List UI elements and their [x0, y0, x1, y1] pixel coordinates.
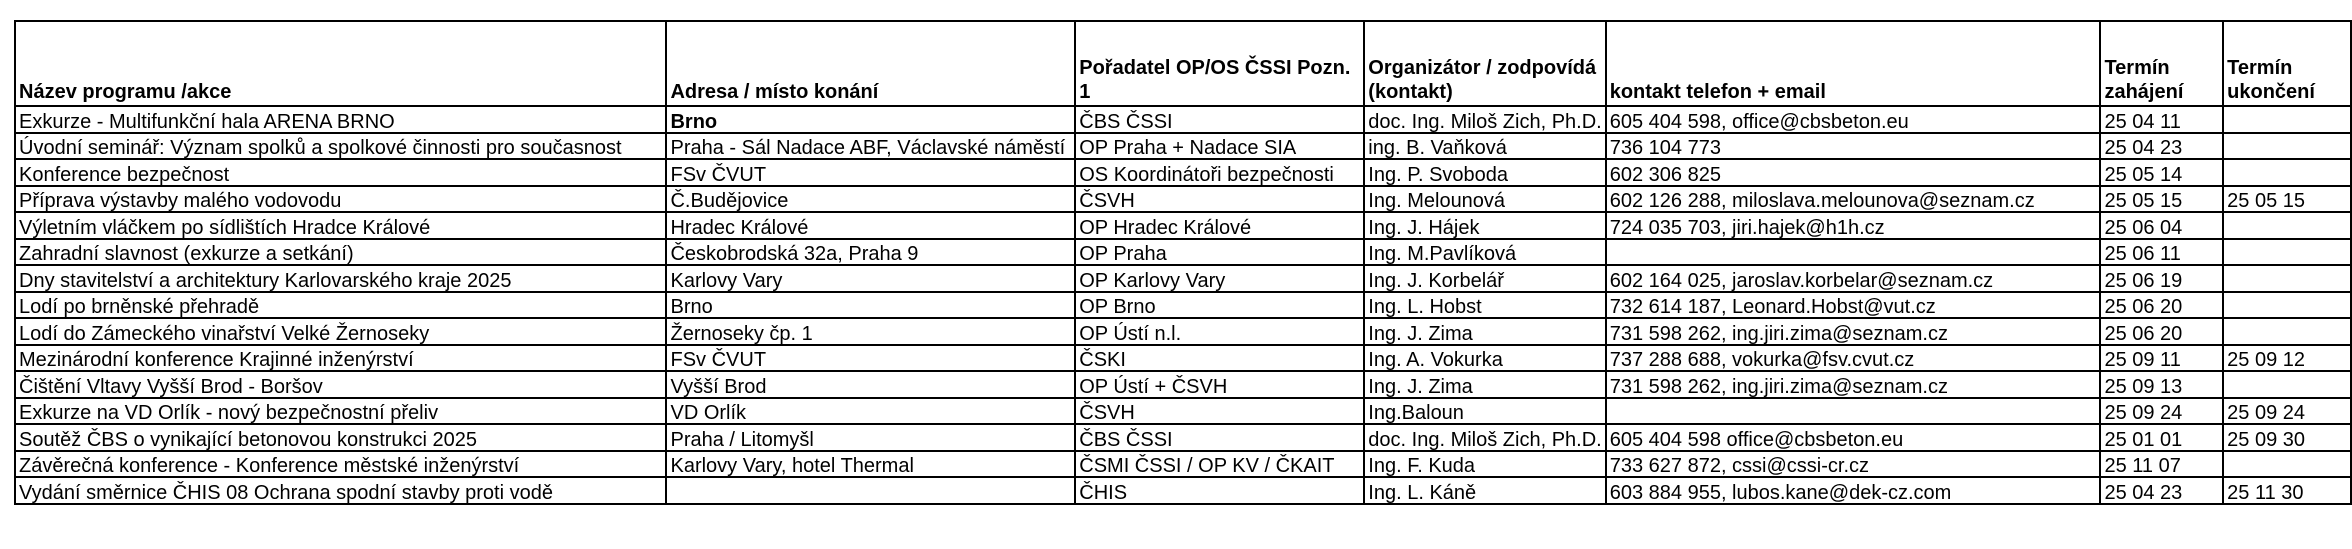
organizer-op-cell[interactable]: ČSVH [1075, 398, 1364, 425]
address-cell[interactable]: Vyšší Brod [666, 371, 1075, 398]
contact-person-cell[interactable]: Ing. J. Zima [1364, 371, 1605, 398]
program-name-cell[interactable]: Výletním vláčkem po sídlištích Hradce Králové [15, 212, 666, 239]
contact-info-cell[interactable]: 731 598 262, ing.jiri.zima@seznam.cz [1606, 371, 2101, 398]
contact-info-cell[interactable]: 737 288 688, vokurka@fsv.cvut.cz [1606, 345, 2101, 372]
header-cell[interactable]: Pořadatel OP/OS ČSSI Pozn. 1 [1075, 21, 1364, 106]
address-cell[interactable]: VD Orlík [666, 398, 1075, 425]
contact-person-cell[interactable]: Ing. F. Kuda [1364, 451, 1605, 478]
table-row [15, 106, 2351, 133]
end-date-cell[interactable]: 25 09 24 [2223, 398, 2351, 425]
program-name-cell[interactable]: Konference bezpečnost [15, 159, 666, 186]
header-cell[interactable]: Název programu /akce [15, 21, 666, 106]
address-cell[interactable]: Brno [666, 292, 1075, 319]
end-date-cell[interactable] [2223, 133, 2351, 160]
program-name-cell[interactable]: Závěrečná konference - Konference městské inženýrství [15, 451, 666, 478]
contact-info-cell[interactable]: 602 164 025, jaroslav.korbelar@seznam.cz [1606, 265, 2101, 292]
end-date-cell[interactable] [2223, 212, 2351, 239]
start-date-cell[interactable]: 25 06 20 [2100, 292, 2223, 319]
address-cell[interactable]: FSv ČVUT [666, 159, 1075, 186]
program-name-cell[interactable]: Dny stavitelství a architektury Karlovarského kraje 2025 [15, 265, 666, 292]
end-date-cell[interactable]: 25 05 15 [2223, 186, 2351, 213]
contact-person-cell[interactable]: ing. B. Vaňková [1364, 133, 1605, 160]
start-date-cell[interactable]: 25 04 11 [2100, 106, 2223, 133]
contact-info-cell[interactable]: 605 404 598, office@cbsbeton.eu [1606, 106, 2101, 133]
address-cell[interactable] [666, 477, 1075, 504]
address-cell[interactable]: FSv ČVUT [666, 345, 1075, 372]
contact-info-cell[interactable]: 603 884 955, lubos.kane@dek-cz.com [1606, 477, 2101, 504]
address-cell[interactable]: Praha - Sál Nadace ABF, Václavské náměstí [666, 133, 1075, 160]
start-date-cell[interactable]: 25 11 07 [2100, 451, 2223, 478]
table-row [15, 345, 2351, 372]
program-name-cell[interactable]: Lodí do Zámeckého vinařství Velké Žernoseky [15, 318, 666, 345]
address-cell[interactable]: Brno [666, 106, 1075, 133]
table-row [15, 292, 2351, 319]
program-name-cell[interactable]: Mezinárodní konference Krajinné inženýrství [15, 345, 666, 372]
contact-person-cell[interactable]: Ing. J. Korbelář [1364, 265, 1605, 292]
contact-person-cell[interactable]: Ing. A. Vokurka [1364, 345, 1605, 372]
start-date-cell[interactable]: 25 05 14 [2100, 159, 2223, 186]
contact-info-cell[interactable]: 731 598 262, ing.jiri.zima@seznam.cz [1606, 318, 2101, 345]
contact-person-cell[interactable]: Ing. L. Hobst [1364, 292, 1605, 319]
address-cell[interactable]: Praha / Litomyšl [666, 424, 1075, 451]
program-name-cell[interactable]: Vydání směrnice ČHIS 08 Ochrana spodní stavby proti vodě [15, 477, 666, 504]
contact-person-cell[interactable]: Ing. P. Svoboda [1364, 159, 1605, 186]
contact-info-cell[interactable]: 733 627 872, cssi@cssi-cr.cz [1606, 451, 2101, 478]
header-cell[interactable]: kontakt telefon + email [1606, 21, 2101, 106]
organizer-op-cell[interactable]: ČHIS [1075, 477, 1364, 504]
address-cell[interactable]: Hradec Králové [666, 212, 1075, 239]
table-row [15, 318, 2351, 345]
program-name-cell[interactable]: Úvodní seminář: Význam spolků a spolkové činnosti pro současnost [15, 133, 666, 160]
organizer-op-cell[interactable]: OP Praha [1075, 239, 1364, 266]
address-cell[interactable]: Karlovy Vary, hotel Thermal [666, 451, 1075, 478]
contact-info-cell[interactable]: 602 306 825 [1606, 159, 2101, 186]
contact-person-cell[interactable]: Ing. Melounová [1364, 186, 1605, 213]
table-row [15, 371, 2351, 398]
table-row [15, 239, 2351, 266]
table-body [15, 106, 2351, 504]
organizer-op-cell[interactable]: OP Karlovy Vary [1075, 265, 1364, 292]
organizer-op-cell[interactable]: ČBS ČSSI [1075, 106, 1364, 133]
end-date-cell[interactable] [2223, 265, 2351, 292]
contact-person-cell[interactable]: Ing.Baloun [1364, 398, 1605, 425]
end-date-cell[interactable] [2223, 371, 2351, 398]
start-date-cell[interactable]: 25 06 20 [2100, 318, 2223, 345]
table-row [15, 398, 2351, 425]
header-cell[interactable]: Termín zahájení [2100, 21, 2223, 106]
start-date-cell[interactable]: 25 06 11 [2100, 239, 2223, 266]
events-table [14, 20, 2352, 505]
address-cell[interactable]: Karlovy Vary [666, 265, 1075, 292]
organizer-op-cell[interactable]: ČSVH [1075, 186, 1364, 213]
start-date-cell[interactable]: 25 09 24 [2100, 398, 2223, 425]
organizer-op-cell[interactable]: ČSMI ČSSI / OP KV / ČKAIT [1075, 451, 1364, 478]
header-cell[interactable]: Termín ukončení [2223, 21, 2351, 106]
address-cell[interactable]: Českobrodská 32a, Praha 9 [666, 239, 1075, 266]
organizer-op-cell[interactable]: OS Koordinátoři bezpečnosti [1075, 159, 1364, 186]
contact-info-cell[interactable] [1606, 239, 2101, 266]
start-date-cell[interactable]: 25 04 23 [2100, 477, 2223, 504]
organizer-op-cell[interactable]: ČBS ČSSI [1075, 424, 1364, 451]
contact-person-cell[interactable]: Ing. J. Zima [1364, 318, 1605, 345]
table-row [15, 212, 2351, 239]
program-name-cell[interactable]: Soutěž ČBS o vynikající betonovou konstrukci 2025 [15, 424, 666, 451]
end-date-cell[interactable] [2223, 159, 2351, 186]
program-name-cell[interactable]: Příprava výstavby malého vodovodu [15, 186, 666, 213]
end-date-cell[interactable]: 25 09 30 [2223, 424, 2351, 451]
contact-info-cell[interactable]: 736 104 773 [1606, 133, 2101, 160]
contact-person-cell[interactable]: Ing. J. Hájek [1364, 212, 1605, 239]
start-date-cell[interactable]: 25 01 01 [2100, 424, 2223, 451]
start-date-cell[interactable]: 25 06 04 [2100, 212, 2223, 239]
header-row [15, 21, 2351, 106]
contact-person-cell[interactable]: doc. Ing. Miloš Zich, Ph.D. [1364, 106, 1605, 133]
end-date-cell[interactable] [2223, 106, 2351, 133]
end-date-cell[interactable] [2223, 451, 2351, 478]
table-row [15, 186, 2351, 213]
table-row [15, 265, 2351, 292]
address-cell[interactable]: Č.Budějovice [666, 186, 1075, 213]
organizer-op-cell[interactable]: OP Ústí + ČSVH [1075, 371, 1364, 398]
program-name-cell[interactable]: Lodí po brněnské přehradě [15, 292, 666, 319]
end-date-cell[interactable] [2223, 239, 2351, 266]
organizer-op-cell[interactable]: OP Praha + Nadace SIA [1075, 133, 1364, 160]
organizer-op-cell[interactable]: OP Hradec Králové [1075, 212, 1364, 239]
program-name-cell[interactable]: Čištění Vltavy Vyšší Brod - Boršov [15, 371, 666, 398]
address-cell[interactable]: Žernoseky čp. 1 [666, 318, 1075, 345]
table-row [15, 133, 2351, 160]
table-row [15, 477, 2351, 504]
contact-person-cell[interactable]: Ing. M.Pavlíková [1364, 239, 1605, 266]
organizer-op-cell[interactable]: OP Brno [1075, 292, 1364, 319]
contact-info-cell[interactable] [1606, 398, 2101, 425]
start-date-cell[interactable]: 25 04 23 [2100, 133, 2223, 160]
organizer-op-cell[interactable]: ČSKI [1075, 345, 1364, 372]
start-date-cell[interactable]: 25 05 15 [2100, 186, 2223, 213]
start-date-cell[interactable]: 25 09 11 [2100, 345, 2223, 372]
header-cell[interactable]: Adresa / místo konání [666, 21, 1075, 106]
table-row [15, 451, 2351, 478]
contact-info-cell[interactable]: 602 126 288, miloslava.melounova@seznam.cz [1606, 186, 2101, 213]
table-row [15, 424, 2351, 451]
contact-info-cell[interactable]: 605 404 598 office@cbsbeton.eu [1606, 424, 2101, 451]
spreadsheet [14, 20, 2352, 505]
start-date-cell[interactable]: 25 09 13 [2100, 371, 2223, 398]
contact-info-cell[interactable]: 732 614 187, Leonard.Hobst@vut.cz [1606, 292, 2101, 319]
organizer-op-cell[interactable]: OP Ústí n.l. [1075, 318, 1364, 345]
end-date-cell[interactable] [2223, 292, 2351, 319]
header-cell[interactable]: Organizátor / zodpovídá (kontakt) [1364, 21, 1605, 106]
table-row [15, 159, 2351, 186]
end-date-cell[interactable]: 25 09 12 [2223, 345, 2351, 372]
contact-person-cell[interactable]: doc. Ing. Miloš Zich, Ph.D. [1364, 424, 1605, 451]
contact-person-cell[interactable]: Ing. L. Káně [1364, 477, 1605, 504]
start-date-cell[interactable]: 25 06 19 [2100, 265, 2223, 292]
program-name-cell[interactable]: Exkurze - Multifunkční hala ARENA BRNO [15, 106, 666, 133]
end-date-cell[interactable]: 25 11 30 [2223, 477, 2351, 504]
program-name-cell[interactable]: Zahradní slavnost (exkurze a setkání) [15, 239, 666, 266]
program-name-cell[interactable]: Exkurze na VD Orlík - nový bezpečnostní přeliv [15, 398, 666, 425]
contact-info-cell[interactable]: 724 035 703, jiri.hajek@h1h.cz [1606, 212, 2101, 239]
end-date-cell[interactable] [2223, 318, 2351, 345]
